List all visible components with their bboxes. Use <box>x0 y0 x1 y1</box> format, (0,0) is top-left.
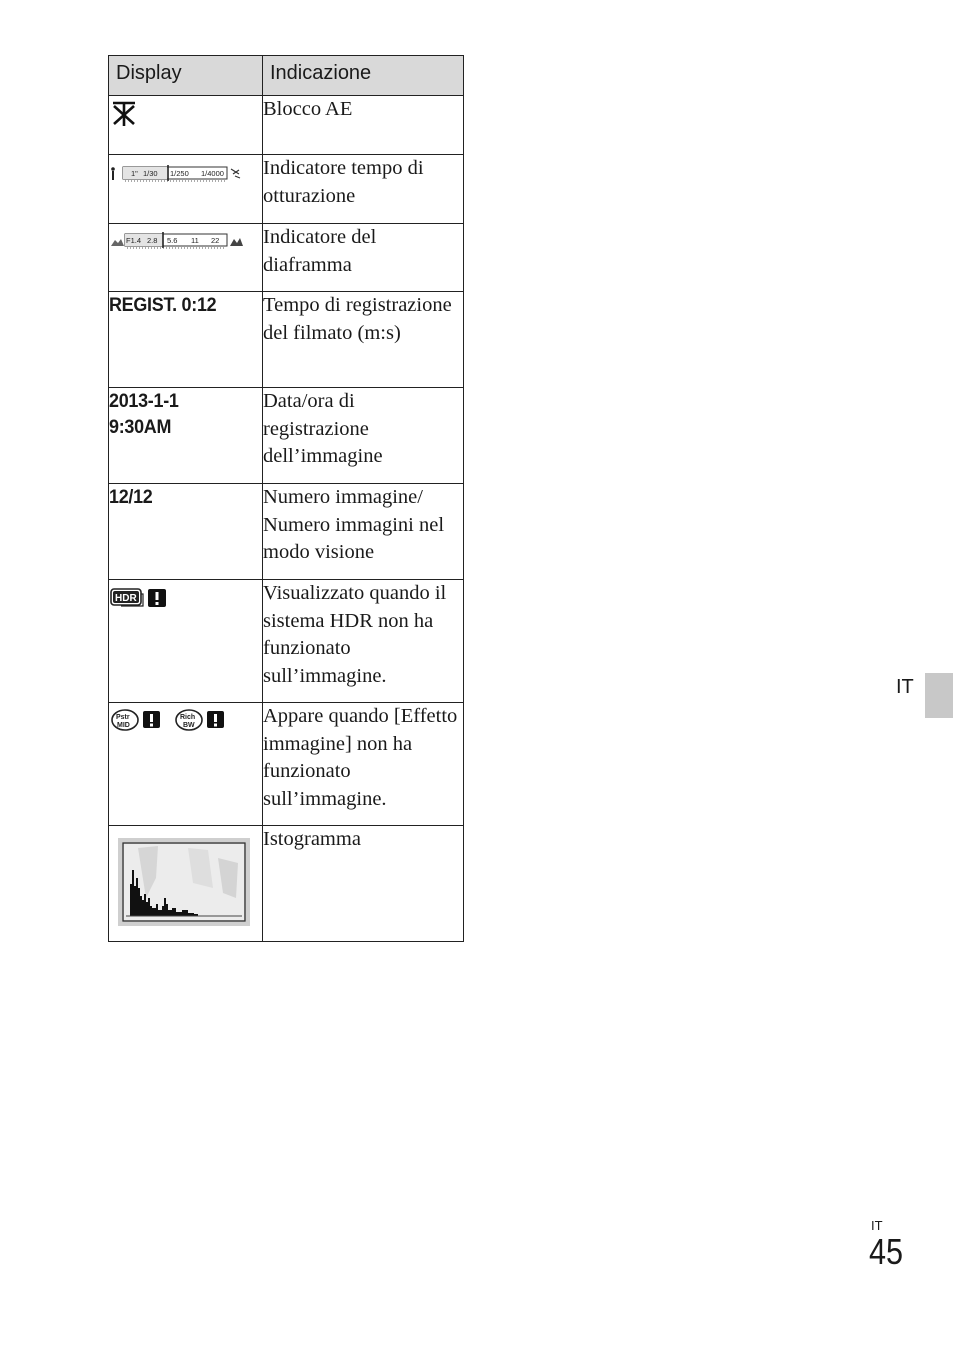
language-tab-label: IT <box>896 676 914 698</box>
table-row <box>109 388 464 484</box>
description-cell: Visualizzato quando il sistema HDR non ha funzionato sull’immagine. <box>263 580 464 703</box>
scale-label: 1/4000 <box>201 169 224 178</box>
indicator-table <box>108 55 464 942</box>
description-cell: Appare quando [Effetto immagine] non ha funzionato sull’immagine. <box>263 703 464 826</box>
display-cell <box>109 155 263 224</box>
image-number-text: 12/12 <box>109 486 153 508</box>
display-cell <box>109 96 263 155</box>
hdr-warning-icon <box>109 586 173 610</box>
ae-lock-asterisk-icon <box>109 98 139 128</box>
shutter-speed-scale-icon <box>109 164 249 186</box>
effect-label: BW <box>183 722 195 729</box>
description-cell: Istogramma <box>263 826 464 942</box>
display-cell <box>109 580 263 703</box>
display-cell <box>109 703 263 826</box>
description-cell: Indicatore tempo di otturazione <box>263 155 464 224</box>
description-cell: Indicatore del diaframma <box>263 224 464 292</box>
histogram-icon <box>118 838 250 926</box>
date-text: 2013-1-1 <box>109 390 179 412</box>
effect-label: Rich <box>180 714 196 721</box>
table-row <box>109 580 464 703</box>
scale-label: 1" <box>131 169 138 178</box>
hdr-label: HDR <box>115 593 137 604</box>
display-cell <box>109 826 263 942</box>
table-row <box>109 826 464 942</box>
aperture-scale-icon <box>109 231 249 253</box>
scale-label: 1/250 <box>170 169 189 178</box>
table-row <box>109 96 464 155</box>
scale-label: F1.4 <box>126 236 142 245</box>
display-cell <box>109 388 263 484</box>
scale-label: 1/30 <box>143 169 158 178</box>
description-cell: Numero immagine/ Numero immagini nel modo visione <box>263 484 464 580</box>
header-indicazione: Indicazione <box>263 56 464 96</box>
display-cell <box>109 484 263 580</box>
table-row <box>109 155 464 224</box>
page-number: 45 <box>869 1231 904 1272</box>
time-text: 9:30AM <box>109 416 172 438</box>
display-cell <box>109 224 263 292</box>
effect-label: MID <box>117 722 130 729</box>
scale-label: 22 <box>211 236 220 245</box>
scale-label: 11 <box>191 236 199 245</box>
table-row <box>109 484 464 580</box>
scale-label: 5.6 <box>167 236 178 245</box>
description-cell: Tempo di registrazione del filmato (m:s) <box>263 292 464 388</box>
recording-time-text: REGIST. 0:12 <box>109 294 217 316</box>
picture-effect-warning-icons <box>109 708 239 734</box>
display-cell <box>109 292 263 388</box>
table-row <box>109 224 464 292</box>
table-row <box>109 292 464 388</box>
footer-language: IT <box>871 1218 883 1233</box>
description-cell: Blocco AE <box>263 96 464 155</box>
scale-label: 2.8 <box>147 236 158 245</box>
table-header-row <box>109 56 464 96</box>
section-tab <box>925 673 953 718</box>
effect-label: Pstr <box>116 714 130 721</box>
header-display: Display <box>109 56 263 96</box>
description-cell: Data/ora di registrazione dell’immagine <box>263 388 464 484</box>
table-row <box>109 703 464 826</box>
